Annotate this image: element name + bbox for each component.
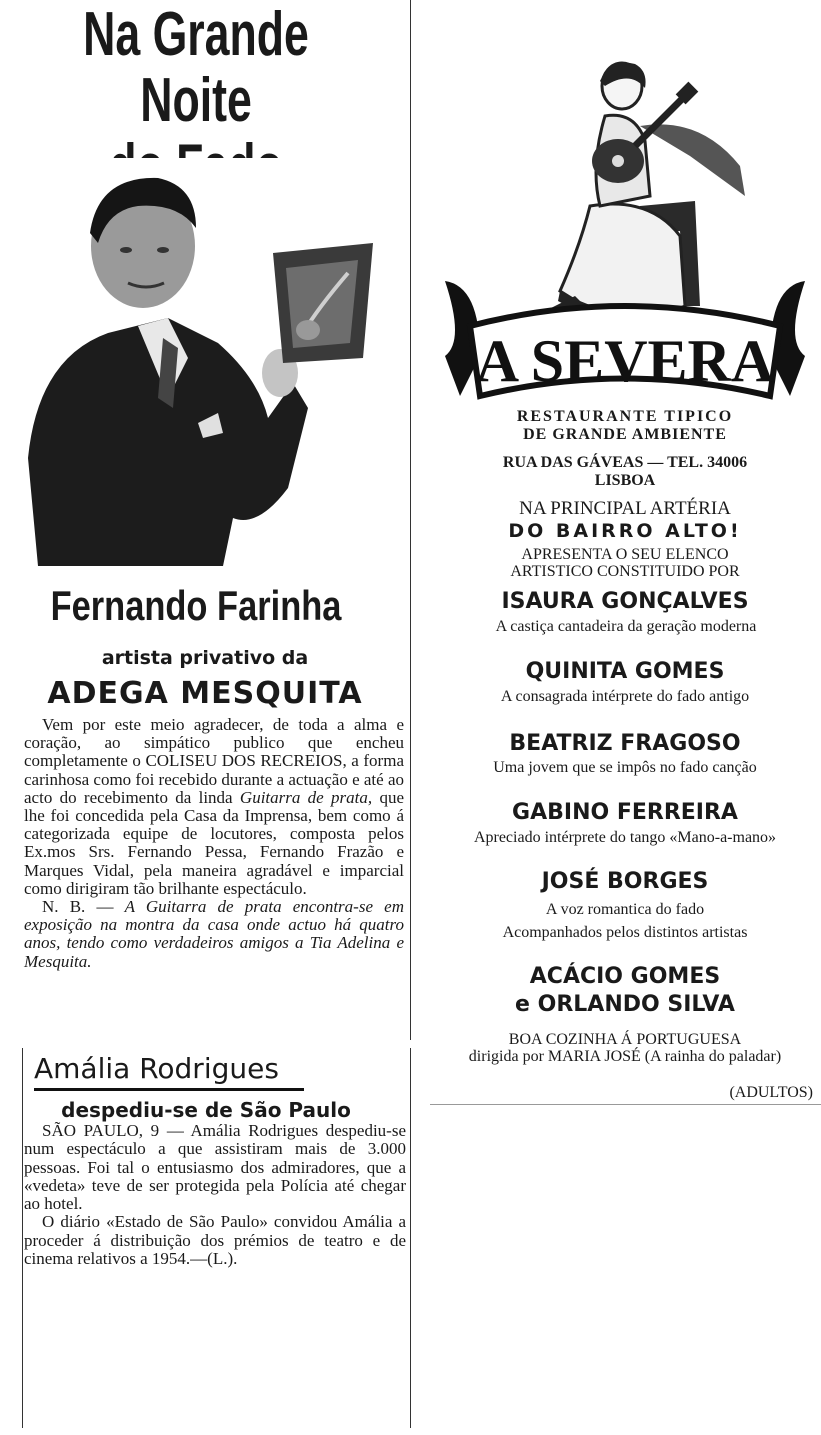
ad-line2: DE GRANDE AMBIENTE xyxy=(523,426,727,443)
artist-venue: ADEGA MESQUITA xyxy=(47,676,363,711)
column-rule xyxy=(410,0,411,1040)
note-paragraph: N. B. — A Guitarra de prata encontra-se em exposição na montra da casa onde actuo há quatro anos, tendo como verdadeiros amigos a Tia Adelina e Mesquita. xyxy=(24,897,404,971)
amalia-paragraph-2: O diário «Estado de São Paulo» convidou Amália a proceder á distribuição dos prémios de teatro e de cinema relativos a 1954.—(L.). xyxy=(24,1212,406,1269)
ad-line8: ARTISTICO CONSTITUIDO POR xyxy=(510,563,740,580)
amalia-article-body xyxy=(24,1122,406,1268)
severa-logo-illustration xyxy=(440,56,810,412)
thanks-article-body xyxy=(24,716,404,971)
artist-photo xyxy=(18,158,380,566)
artist-name-5: JOSÉ BORGES xyxy=(541,869,709,894)
accomp-artist-1: ACÁCIO GOMES xyxy=(529,964,721,989)
artist-name-1: ISAURA GONÇALVES xyxy=(501,589,749,614)
accomp-artist-2: e ORLANDO SILVA xyxy=(515,992,735,1017)
ad-city: LISBOA xyxy=(594,472,656,489)
ad-line7: APRESENTA O SEU ELENCO xyxy=(521,546,729,563)
ad-line6: DO BAIRRO ALTO! xyxy=(508,520,742,542)
artist-name-2: QUINITA GOMES xyxy=(525,659,725,684)
artist-desc-1: A castiça cantadeira da geração moderna xyxy=(495,618,757,635)
amalia-subtitle: despediu-se de São Paulo xyxy=(61,1098,351,1122)
headline-line1: Na Grande Noite xyxy=(83,0,309,135)
severa-logo-text: A SEVERA xyxy=(475,328,775,394)
artist-desc-4: Apreciado intérprete do tango «Mano-a-mano» xyxy=(473,829,777,846)
ad-address: RUA DAS GÁVEAS — TEL. 34006 xyxy=(502,454,748,471)
artist-desc-5: A voz romantica do fado xyxy=(545,901,705,918)
artist-desc-2: A consagrada intérprete do fado antigo xyxy=(500,688,750,705)
ad-line1: RESTAURANTE TIPICO xyxy=(516,408,734,425)
ad-line5: NA PRINCIPAL ARTÉRIA xyxy=(519,498,731,519)
ad-bottom-rule xyxy=(430,1104,821,1105)
title-underline xyxy=(34,1088,304,1091)
food-line1: BOA COZINHA Á PORTUGUESA xyxy=(508,1031,742,1048)
artist-name-4: GABINO FERREIRA xyxy=(512,800,738,825)
food-line2: dirigida por MARIA JOSÉ (A rainha do paladar) xyxy=(468,1048,782,1065)
artist-role: artista privativo da xyxy=(101,647,309,669)
artist-desc-3: Uma jovem que se impôs no fado canção xyxy=(493,759,757,776)
adults-note: (ADULTOS) xyxy=(729,1084,813,1101)
artist-name: Fernando Farinha xyxy=(50,582,342,629)
amalia-title: Amália Rodrigues xyxy=(34,1052,279,1085)
thanks-paragraph: Vem por este meio agradecer, de toda a alma e coração, ao simpático publico que encheu completamente o COLISEU DOS RECREIOS, a forma carinhosa como foi recebido durante a actuação e até ao acto do recebimento da linda Guitarra de prata, que lhe foi concedida pela Casa da Imprensa, bem como á categorizada equipe de locutores, composta pelos Ex.mos Srs. Fernando Pessa, Fernando Frazão e Marques Vidal, pela maneira agradável e imparcial como dirigiram tão brilhante espectáculo. xyxy=(24,715,404,898)
accompaniment: Acompanhados pelos distintos artistas xyxy=(502,924,748,941)
artist-name-3: BEATRIZ FRAGOSO xyxy=(509,731,741,756)
amalia-paragraph-1: SÃO PAULO, 9 — Amália Rodrigues despediu-se num espectáculo a que assistiram mais de 3.000 pessoas. Foi tal o entusiasmo dos admiradores, que a «vedeta» teve de ser protegida pela Polícia até chegar ao hotel. xyxy=(24,1121,406,1214)
